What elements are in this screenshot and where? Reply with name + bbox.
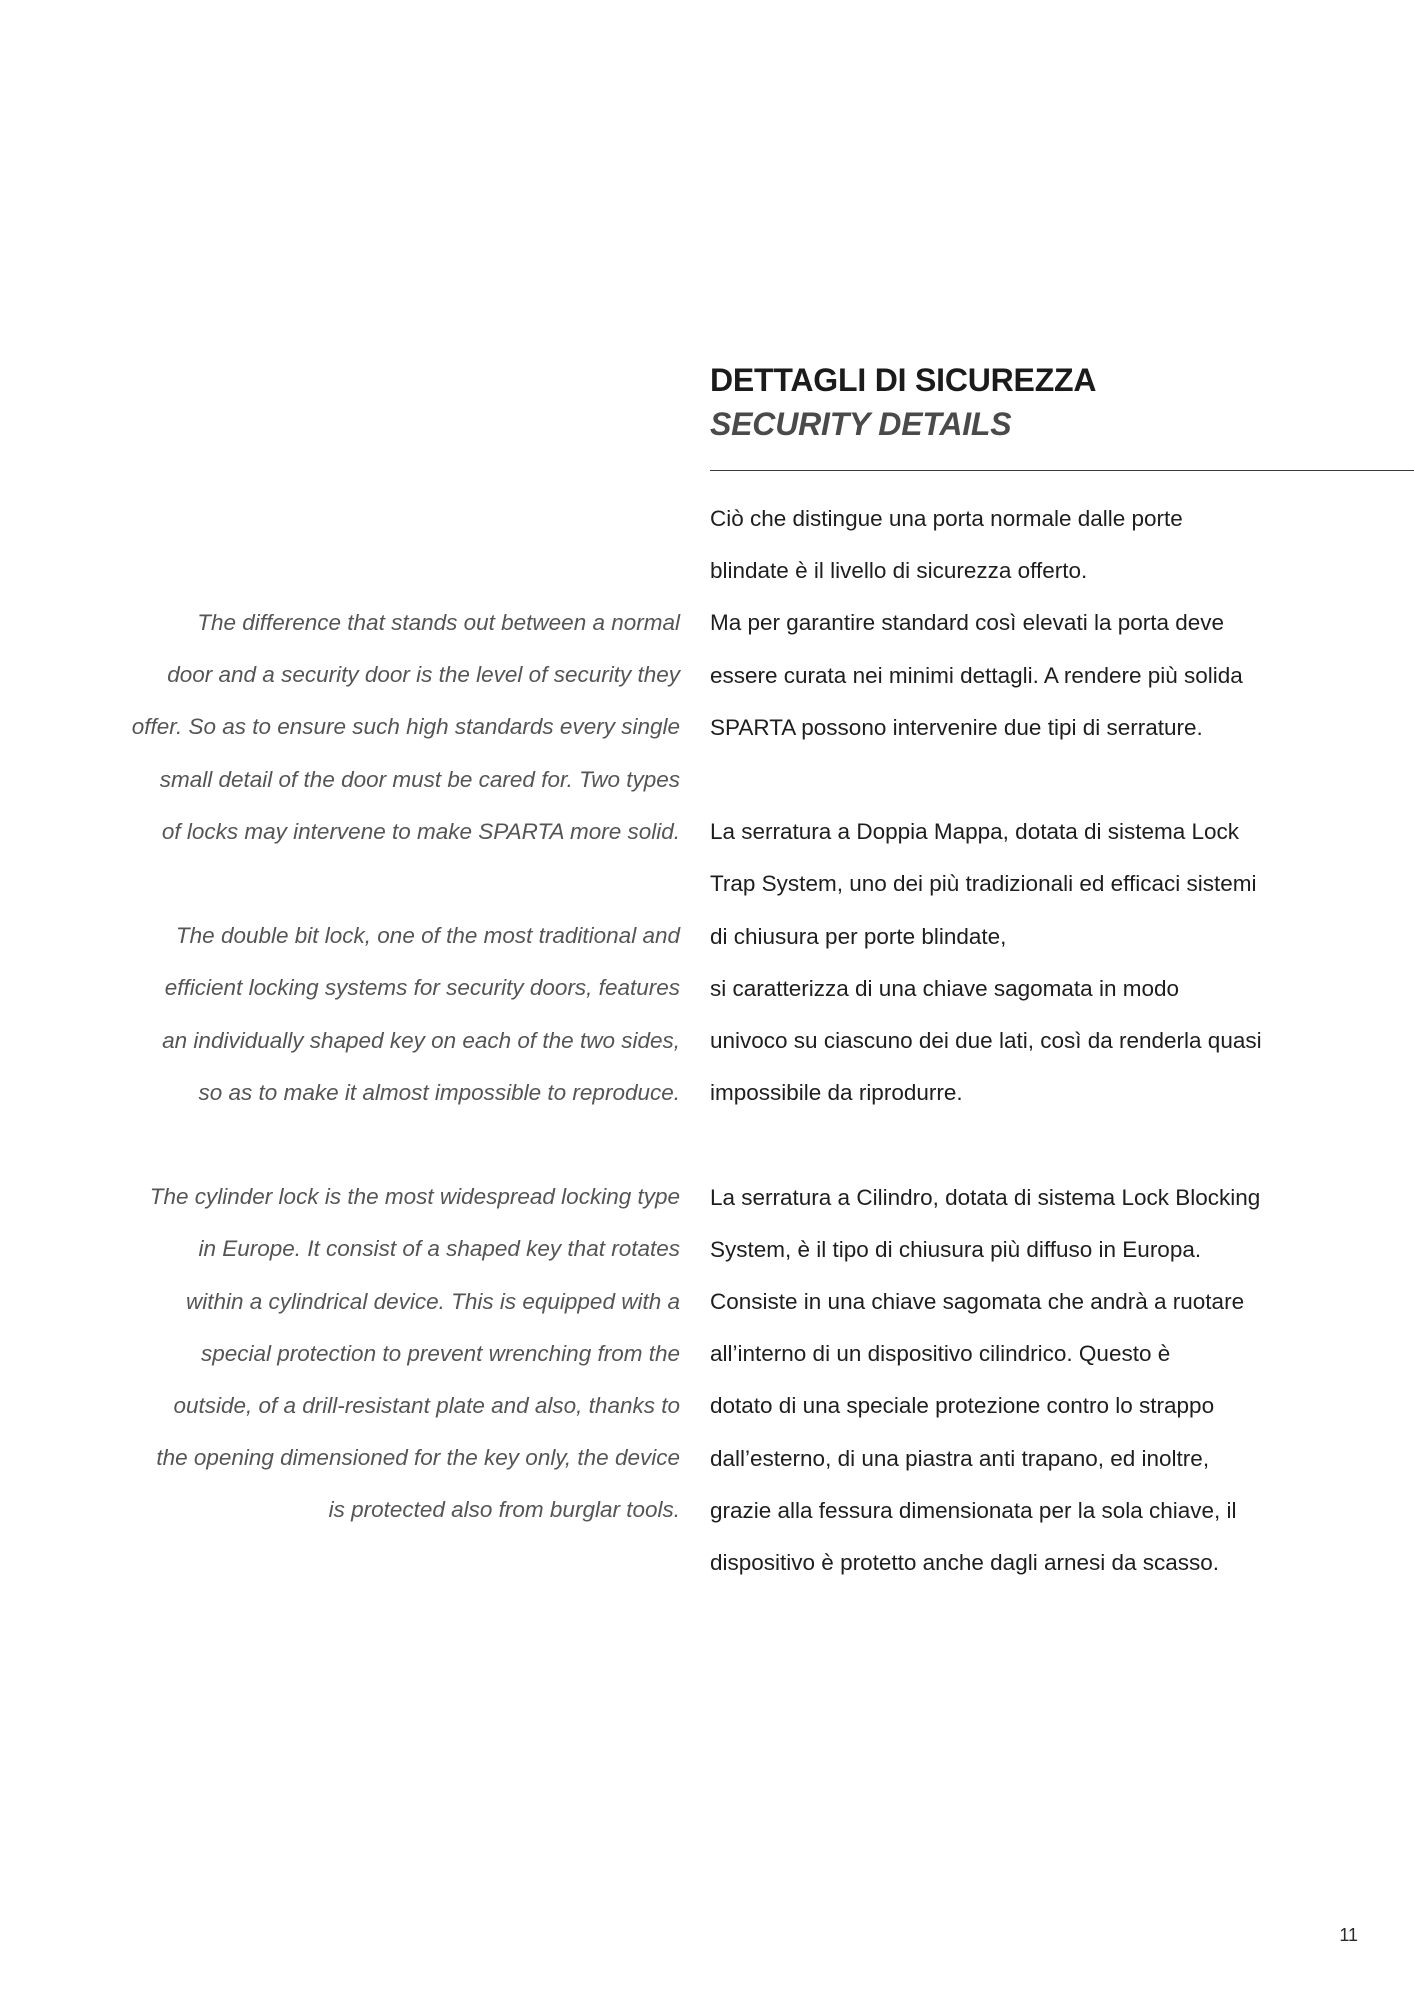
heading-italian: DETTAGLI DI SICUREZZA xyxy=(710,362,1097,398)
text-line: grazie alla fessura dimensionata per la sola chiave, il xyxy=(710,1497,1237,1523)
text-line: offer. So as to ensure such high standards every single xyxy=(131,714,680,740)
text-line: System, è il tipo di chiusura più diffuso in Europa. xyxy=(710,1236,1202,1262)
text-line: all’interno di un dispositivo cilindrico. Questo è xyxy=(710,1341,1171,1367)
text-line: door and a security door is the level of security they xyxy=(167,662,680,688)
text-line: so as to make it almost impossible to reproduce. xyxy=(198,1079,680,1105)
text-line: univoco su ciascuno dei due lati, così da renderla quasi xyxy=(710,1028,1262,1054)
text-line: Trap System, uno dei più tradizionali ed efficaci sistemi xyxy=(710,871,1257,897)
text-line: The difference that stands out between a normal xyxy=(197,610,680,635)
text-line: La serratura a Doppia Mappa, dotata di sistema Lock xyxy=(710,819,1240,845)
text-line: Consiste in una chiave sagomata che andrà a ruotare xyxy=(710,1289,1245,1315)
text-line: Ciò che distingue una porta normale dalle porte xyxy=(710,506,1183,531)
italian-paragraph-cylinder-lock xyxy=(710,1172,1310,1590)
text-line: si caratterizza di una chiave sagomata in modo xyxy=(710,975,1179,1001)
text-line: an individually shaped key on each of the two sides, xyxy=(162,1027,680,1053)
text-line: the opening dimensioned for the key only, the device xyxy=(156,1445,680,1471)
text-line: Ma per garantire standard così elevati la porta deve xyxy=(710,610,1225,636)
english-column xyxy=(80,597,680,1537)
text-line: small detail of the door must be cared for. Two types xyxy=(159,766,680,792)
paragraph-gap xyxy=(80,1119,680,1171)
english-paragraph-cylinder-lock xyxy=(80,1171,680,1536)
text-line: The double bit lock, one of the most traditional and xyxy=(175,923,680,949)
section-heading xyxy=(710,358,1410,446)
english-paragraph-intro xyxy=(80,597,680,858)
paragraph-gap xyxy=(710,1119,1310,1171)
page-number: 11 xyxy=(1339,1925,1358,1945)
paragraph-gap xyxy=(80,858,680,910)
text-line: essere curata nei minimi dettagli. A rendere più solida xyxy=(710,662,1243,688)
paragraph-gap xyxy=(710,754,1310,806)
english-paragraph-double-bit-lock xyxy=(80,910,680,1119)
text-line: special protection to prevent wrenching from the xyxy=(200,1340,680,1366)
text-line: di chiusura per porte blindate, xyxy=(710,923,1007,949)
italian-column xyxy=(710,493,1310,1589)
text-line: outside, of a drill-resistant plate and also, thanks to xyxy=(173,1393,680,1419)
heading-divider xyxy=(710,470,1414,471)
text-line: blindate è il livello di sicurezza offerto. xyxy=(710,558,1088,584)
text-line: dotato di una speciale protezione contro lo strappo xyxy=(710,1393,1215,1419)
text-line: in Europe. It consist of a shaped key that rotates xyxy=(198,1236,680,1262)
text-line: The cylinder lock is the most widespread locking type xyxy=(149,1184,680,1210)
italian-paragraph-double-bit-lock xyxy=(710,806,1310,1119)
text-line: efficient locking systems for security doors, features xyxy=(164,975,680,1001)
text-line: SPARTA possono intervenire due tipi di serrature. xyxy=(710,714,1203,740)
text-line: within a cylindrical device. This is equipped with a xyxy=(186,1288,680,1314)
text-line: dall’esterno, di una piastra anti trapano, ed inoltre, xyxy=(710,1445,1210,1471)
text-line: of locks may intervene to make SPARTA more solid. xyxy=(161,818,680,844)
text-line: La serratura a Cilindro, dotata di sistema Lock Blocking xyxy=(710,1184,1261,1210)
italian-paragraph-intro xyxy=(710,493,1310,754)
text-line: dispositivo è protetto anche dagli arnesi da scasso. xyxy=(710,1550,1220,1576)
text-line: is protected also from burglar tools. xyxy=(328,1497,680,1523)
text-line: impossibile da riprodurre. xyxy=(710,1080,963,1106)
heading-english: SECURITY DETAILS xyxy=(710,406,1012,442)
